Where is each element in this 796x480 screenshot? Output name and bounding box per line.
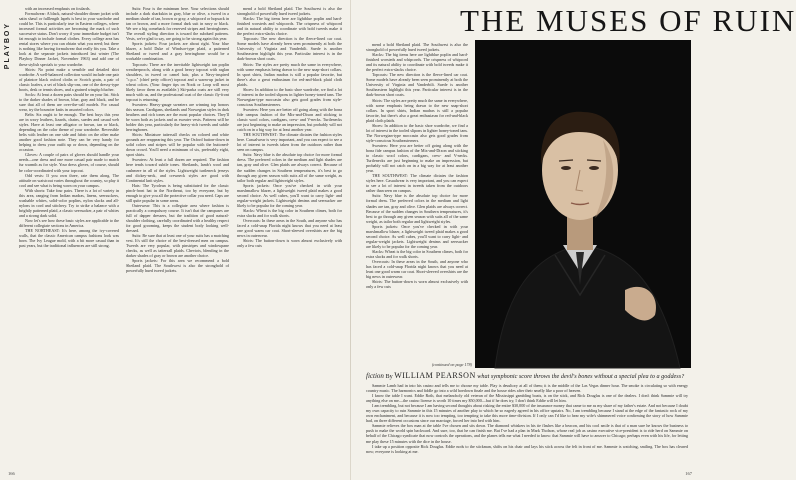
story-paragraph: Sammie Lamb had in into his casino and tells me to choose my table. Play is desultory at all of them; it is the middle of the Las Vegas dinner hour. The smoke is circulating so with energy country music. The harmonics and fiddle go into a wild hoedown finale and the house rides after their smelly like a poor of heaven. [366, 383, 688, 394]
story-paragraph: I am trembling, but not because I am having second thoughts about risking the entire $30,000 of the insurance money that came to me as my share of my father's estate. And not because I doubt my own capacity to ruin Sammie in this 15 minutes of another play to which he so eagerly agreed in his office upstairs. No, I am trembling because I stand at the edge of the fantastic rock of my own enchantment, and because it is now too tempting, too tempting to take this more time-division. If I only can I'd like to hear my wife's shimmered voice confirming the story of how Sammie had, on three different occasions since our marriage, forced her into bed with him. [366, 403, 688, 424]
paragraph: Hats: The Tyrolean is being substituted for the classic pinch-front hat in the Northeast, too by everyone, but by enough to give you all the protective collar you need. Caps are still quite popular in some areas. [126, 182, 229, 203]
paragraph: Topcoats: There are the inevitable lightweight tan poplin weatherproofs, along with a good heavy topcoat with raglan shoulders, in tweed or camel hair, plus a Navy-inspired "c.p.o." (chief petty officer) topcoat and a warm-up jacket in wheat colors. (Your finger tips on Nook or Loop will most likely favor them as available.) Ski-parka coats are still very much with us, and the professional coat of the classic fly-front topcoat is returning. [126, 61, 229, 102]
byline-by: By [385, 373, 393, 380]
paragraph: Sweaters: At least a full dozen are required. The fashion here tends toward subtle tones. Shetlands, lamb's wool and cashmere in all of the styles. Lightweight turtleneck jerseys and dickey-neck, and crewneck styles are good with Continental knit styles. [126, 157, 229, 183]
paragraph: Sports jackets: For this area we recommend a bold Shetland plaid. The Southwest is also the stronghold of powerfully hued tweed jackets. [126, 258, 229, 274]
page-number-left: 166 [8, 471, 15, 476]
paragraph: Shirts: The styles are pretty much the same in everywhere, with some emphasis being drawn to the new snap-short collars. In sport shirts, Indian madras is still a popular favorite, but there's also a great enthusiasm for red-and-black plaid cloth plaids. [366, 97, 468, 123]
paragraph: Shirts: The button-down is worn almost exclusively with only a few cuts [366, 279, 468, 290]
paragraph: Belts: Six ought to be enough. The best buys this year are in wavy leathers, lizards, chains, suedes and casual web styles. Have at least one alligator or brown, tan or black, depending on the color theme of your wardrobe. Reversible belts with leather on one side and fabric on the other make another good fashion note. They can be very handy for helping to dress your outfit up or down, depending on the occasion. [19, 111, 119, 153]
illustration-photo [475, 40, 691, 368]
paragraph: Sweaters: Here you are better off going along with the bona fide campus fashion of the Mix-and-Dixon and sticking to classic wool colors, cardigans, crew- and V-necks. Turtlenecks are just beginning to make an impression, but probably will not catch on in a big way for at least another year. [366, 142, 468, 174]
page-gutter [350, 0, 351, 480]
paragraph: Outerwear: This is a collegiate area where fashion is practically a compulsory course. It isn't that the campuses are full of dapper dressers, but the tradition of good natural-shoulder clothing, carefully coordinated with a healthy respect for good grooming, keeps the student body looking well-dressed. [126, 202, 229, 234]
paragraph: Odd vests: If you own three, rate them along. The attitude on waistcoat varies throughout the country, so play it cool and see what is being worn on your campus. [19, 172, 120, 188]
article-title: THE MUSES OF RUIN [460, 3, 796, 38]
byline-label: fiction [366, 372, 384, 380]
masthead-vertical: PLAYBOY [4, 22, 11, 70]
paragraph: Topcoats: The new direction is the fleece-lined car coat. Some models have already been seen prominently at both the University of Virginia and Vanderbilt. Suede is another Southeastern highlight this year. Particular interest is in the dark-brown short coats. [366, 72, 468, 98]
text-column-2 [126, 6, 229, 468]
paragraph: Suits: Be sure that at least one of your suits has a matching vest. It's still the choice of the best-dressed men on campus. Tweeds are very popular, with pinstripes and windowpane checks, as well as tattersall plaids. Cheviots, blending in the darker shades of gray or brown are another choice. [126, 233, 229, 259]
paragraph: THE NORTHEAST: It's here, among the ivy-covered walls, that the classic American campus fashions look was born. The Ivy League mold, with a bit more casual than in past years, but the traditional influences are still strong. [19, 228, 119, 249]
paragraph: Slacks: The big items here are lightblue poplin and hard-finished worsteds and whipcords. The crispness of whipcord and its natural ability to coordinate with bold tweeds make it the perfect extra-slacks choice. [366, 52, 468, 73]
text-column-1 [19, 6, 119, 468]
page-number-right: 167 [685, 471, 692, 476]
paragraph: Shoes: In addition to the basic shoe wardrobe, we find a lot of interest in the tooled slipons in lighter honey-toned tans. The Norwegian-type moccasin also gets good grades from style-conscious Southeasterners. [366, 122, 468, 143]
paragraph: Shirts: The button-down is worn almost exclusively with only a few cuts [237, 238, 342, 249]
paragraph: Suits: Navy blue is the absolute top choice for more formal dress. The preferred colors in the medium and light shades are tan, gray and olive. Glen plaids are always correct. Because of the sudden changes in Southern temperatures, it's best to go through any given season with suits all of the same weight, as tailor both regular and lightweight styles. [237, 152, 342, 183]
paragraph: Sweaters: Heavy-gauge sweaters are winning top honors this season. Cardigans, shetlands and Norwegian styles in dark heathers and rich tones are the most popular choices. They'll be worn both as jackets and as sweater vests. Patterns will be bolder this year, particularly the heavy-rich tweeds and subtle herringbones. [126, 101, 229, 133]
story-paragraph: I know the table I want. Eddie Roth, that melancholy old veteran of the Mississippi gambling boats, is on the stick, and Rick Douglas is one of the dealers. I don't think Sammie will try anything else on me—the casino license is worth 10 times my $50,000—but if he does try, I don't think Eddie will let him. [366, 393, 688, 404]
paragraph: Slacks: Wheat is the big color in Southern climes, both for extra slacks and for walk shorts. [366, 248, 468, 259]
paragraph: Shirts: The styles are pretty much the same in everywhere, with some emphasis being drawn to the new snap-short collars. In sport shirts, Indian madras is still a popular favorite, but there's also a great enthusiasm for red-and-black plaid cloth plaids. [237, 61, 342, 87]
paragraph: Sports jackets: Once you've checked in with your marshmallow blazer, a lightweight tweed plaid makes a good second choice. As well cubes, you'll want to carry light- and regular-weight jackets. Lightweight denims and seersucker are likely to be popular for the coming year. [237, 182, 342, 208]
continued-note: (continued on page 178) [431, 362, 472, 367]
paragraph: Shirts: No point make a sensible and detailed shirt wardrobe. A well-balanced collection would include one pair of plaintoe black oxford cloths or Scotch grain, a pair of classic loafers, a set of black slip-ons, one of the dressy-type boots, desk or tennis shoes, and a grained wingtip blucher. [19, 66, 119, 92]
paragraph: with an increased emphasis on foulards. [25, 6, 91, 11]
paragraph: Sports jackets: Four jackets are about right. Your blue blazer, a bold Duke of Windsor-type plaid, a patterned Shetland or tweed and a gray herringbone would be a workable combination. [126, 41, 229, 62]
paragraph: Overcoats: In these areas in the South, and anyone who has faced a cold-snap Florida night knows that you need at least one good warm car coat. Short-sleeved overshirts are the big news in outerwear. [366, 259, 468, 280]
text-column-3 [237, 6, 342, 468]
paragraph: Topcoats: The new direction is the fleece-lined car coat. Some models have already been seen prominently at both the University of Virginia and Vanderbilt. Suede is another Southeastern highlight this year. Particular interest is in the dark-brown short coats. [237, 36, 342, 62]
paragraph: THE SOUTHWEST: The climate dictates the fashion styles here. Casualwear is very important, and you can expect to see a lot of interest in tweeds taken from the outdoors rather than seen on campus. [366, 173, 468, 194]
story-body [366, 383, 688, 473]
byline [366, 372, 688, 380]
paragraph: Shoes: In addition to the basic shoe wardrobe, we find a lot of interest in the tooled slipons in lighter honey-toned tans. The Norwegian-type moccasin also gets good grades from style-conscious Southeasterners. [237, 86, 342, 107]
paragraph: Shirts: Miniature tattersall checks on colored and white grounds are reappearing this year. The Oxford button-down in solid colors and stripes will be popular with the buttoned-down crowd. You'll need a minimum of six, preferably eight, sport shirts. [126, 132, 229, 158]
story-paragraph: I take up a position opposite Rick Douglas. Eddie nods to the stickman, shifts on his chair and lays his stick across the felt in front of me. Sammie is watching, smiling. The box has cleared now; everyone is looking at me. [366, 443, 688, 454]
paragraph: Slacks: The big items here are lightblue poplin and hard-finished worsteds and whipcords. The crispness of whipcord and its natural ability to coordinate with bold tweeds make it the perfect extra-slacks choice. [237, 16, 342, 37]
paragraph: Sweaters: Here you are better off going along with the bona fide campus fashion of the Mix-and-Dixon and sticking to classic wool colors, cardigans, crew- and V-necks. Turtlenecks are just beginning to make an impression, but probably will not catch on in a big way for at least another year. [237, 106, 342, 133]
paragraph: THE SOUTHWEST: The climate dictates the fashion styles here. Casualwear is very important, and you can expect to see a lot of interest in tweeds taken from the outdoors rather than seen on campus. [237, 132, 342, 153]
story-paragraph: Sammie relieves the box man at the table I've chosen and sits down. The diamond whiskers in his tie flashes like a beacon, and his cool smile is that of a man sure he knows the business to push to make the world spin backward. And sure, too, that he can finish me. But I've had a plan in Mark Tholson, whose real job as casino executive vice-president is to ride herd on Sammie on behalf of the Chicago syndicate that now controls the operations, and the planes tells me what I needed to know: that Sammie will have to answer to Chicago; perhaps even with his life, for letting me play these 15 minutes with the dice in the house. [366, 423, 688, 444]
paragraph: mend a bold Shetland plaid. The Southwest is also the stronghold of powerfully hued tweed jackets. [366, 42, 468, 53]
paragraph: Socks: At least a dozen pairs should be on your list. Stick to the darker shades of brown, blue, gray and black, and be sure that all of them are over-the-calf models. For casual wear, try the bouncier knits in assorted colors. [19, 91, 119, 112]
article-dek: what symphonic score throws the devil's bones without a special plea to a goddess? [477, 373, 685, 380]
paragraph: Now let's see how these basic styles are applicable to the different collegiate sections in America. [19, 217, 119, 229]
paragraph: With shorts: Take four pairs. There is a lot of variety in this area, ranging from Indian madras, linens, seersuckers, washable whites, solid-color poplins, nylon slacks and all-nylons in cord and stitchery. Try to strike a balance with a brightly patterned plaid, a classic seersucker, a pair of whites and a strong dark solid. [19, 187, 119, 218]
paragraph: Suits: Navy blue is the absolute top choice for more formal dress. The preferred colors in the medium and light shades are tan, gray and olive. Glen plaids are always correct. Because of the sudden changes in Southern temperatures, it's best to go through any given season with suits all of the same weight, as tailor both regular and lightweight styles. [366, 193, 468, 224]
text-column-4 [366, 42, 468, 362]
man-portrait-illustration [475, 40, 691, 368]
paragraph: Slacks: Wheat is the big color in Southern climes, both for extra slacks and for walk shorts. [237, 207, 342, 218]
paragraph: mend a bold Shetland plaid. The Southwest is also the stronghold of powerfully hued tweed jackets. [237, 6, 342, 17]
paragraph: Sports jackets: Once you've checked in with your marshmallow blazer, a lightweight tweed plaid makes a good second choice. As well cubes, you'll want to carry light- and regular-weight jackets. Lightweight denims and seersucker are likely to be popular for the coming year. [366, 223, 468, 249]
paragraph: Formalwear: A black, natural-shoulder dinner jacket with satin shawl or fulllength lapels is best in your wardrobe and could be. This is particularly true in Eastern colleges, where increased formal activities are becoming the mark of such successive status. Don't worry if your immediate budget isn't fat enough to include formal clothes. Every college area has rental stores where you can obtain what you need; but there is nothing like having formalwear that really fits you. Take a look at the separate jackets introduced last winter (The Playboy Dinner Jacket, November 1963) and add one of these stylish specials to your wardrobe. [19, 11, 119, 67]
paragraph: Gloves: A couple of pairs of gloves should handle your needs—one dress and one more casual pair made to match fur warmth as for style. Your dress gloves, of course, should be color-coordinated with your topcoat. [19, 152, 119, 173]
paragraph: Overcoats: In these areas in the South, and anyone who has faced a cold-snap Florida night knows that you need at least one good warm car coat. Short-sleeved overshirts are the big news in outerwear. [237, 217, 342, 239]
paragraph: Suits: Four is the minimum here. Your selections should include a dark sharkskin in gray, blue or olive, a tweed in a medium shade of tan, brown or gray, a whipcord or hopsack in tan or brown, and a more formal dark suit in navy or black. We see a big comeback for reserved stripes and herringbones. The overall styling direction is toward the subdued patterns. Vests, we're glad to say, are going to be strong again this year. [126, 6, 229, 42]
author-name: WILLIAM PEARSON [394, 371, 476, 380]
